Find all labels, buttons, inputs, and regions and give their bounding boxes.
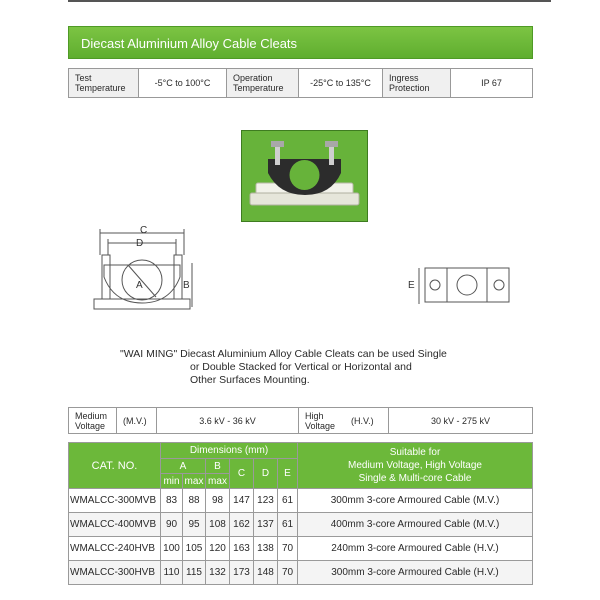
- cell-suitable: 300mm 3-core Armoured Cable (M.V.): [298, 489, 533, 513]
- cable-cleat-illustration: [242, 131, 367, 221]
- cell-d: 148: [254, 561, 278, 585]
- cell-d: 138: [254, 537, 278, 561]
- product-photo: [241, 130, 368, 222]
- page-title-banner: [68, 26, 533, 59]
- spec-value-operation-temp: -25°C to 135°C: [299, 69, 383, 97]
- spec-value-test-temp: -5°C to 100°C: [139, 69, 227, 97]
- cell-cat-no: WMALCC-300HVB: [69, 561, 161, 585]
- hv-abbr: (H.V.): [345, 408, 389, 433]
- cell-a-max: 95: [183, 513, 206, 537]
- header-suitable-line-1: Suitable for: [389, 447, 441, 458]
- cell-b: 132: [206, 561, 230, 585]
- hv-label: High Voltage: [305, 410, 336, 431]
- mv-range: 3.6 kV - 36 kV: [157, 408, 299, 433]
- cell-c: 162: [230, 513, 254, 537]
- cell-c: 163: [230, 537, 254, 561]
- cell-suitable: 240mm 3-core Armoured Cable (H.V.): [298, 537, 533, 561]
- description-line-3: Other Surfaces Mounting.: [190, 374, 310, 386]
- header-dimensions: Dimensions (mm): [161, 443, 298, 459]
- mv-abbr: (M.V.): [117, 408, 157, 433]
- table-row: [69, 513, 533, 537]
- cell-e: 61: [278, 513, 298, 537]
- cell-b: 98: [206, 489, 230, 513]
- mv-label: Medium Voltage: [69, 408, 117, 433]
- spec-value-ingress: IP 67: [481, 78, 502, 88]
- dim-label-a: A: [136, 280, 143, 291]
- spec-label-ingress: Ingress Protection: [383, 69, 451, 97]
- product-table: [68, 442, 533, 585]
- cell-d: 123: [254, 489, 278, 513]
- cell-cat-no: WMALCC-400MVB: [69, 513, 161, 537]
- cell-a-max: 105: [183, 537, 206, 561]
- cell-a-min: 100: [161, 537, 183, 561]
- cell-e: 70: [278, 537, 298, 561]
- header-col-a: A: [161, 459, 206, 474]
- table-row: [69, 561, 533, 585]
- description-line-1: "WAI MING" Diecast Aluminium Alloy Cable Cleats can be used Single: [120, 348, 447, 360]
- cell-a-min: 110: [161, 561, 183, 585]
- cell-a-min: 83: [161, 489, 183, 513]
- header-b-max: max: [206, 474, 230, 489]
- cell-suitable: 300mm 3-core Armoured Cable (H.V.): [298, 561, 533, 585]
- spec-label-operation-temp: Operation Temperature: [227, 69, 299, 97]
- header-col-c: C: [230, 459, 254, 489]
- dim-label-b: B: [183, 280, 190, 291]
- dim-label-d: D: [136, 238, 144, 249]
- cell-c: 173: [230, 561, 254, 585]
- cell-a-min: 90: [161, 513, 183, 537]
- cell-e: 61: [278, 489, 298, 513]
- header-a-max: max: [183, 474, 206, 489]
- cell-d: 137: [254, 513, 278, 537]
- top-divider: [68, 0, 551, 2]
- header-cat-no: CAT. NO.: [69, 443, 161, 489]
- cell-cat-no: WMALCC-300MVB: [69, 489, 161, 513]
- cell-b: 108: [206, 513, 230, 537]
- cell-e: 70: [278, 561, 298, 585]
- front-dimension-drawing: [90, 225, 200, 335]
- header-suitable-line-3: Single & Multi-core Cable: [358, 473, 472, 484]
- header-a-min: min: [161, 474, 183, 489]
- cell-cat-no: WMALCC-240HVB: [69, 537, 161, 561]
- dim-label-e: E: [408, 280, 415, 291]
- table-row: [69, 489, 533, 513]
- cell-c: 147: [230, 489, 254, 513]
- table-row: [69, 537, 533, 561]
- product-description: [120, 348, 490, 387]
- cell-a-max: 115: [183, 561, 206, 585]
- header-col-e: E: [278, 459, 298, 489]
- spec-table: [68, 68, 533, 98]
- header-suitable-line-2: Medium Voltage, High Voltage: [348, 460, 482, 471]
- top-dimension-drawing: [405, 262, 515, 312]
- hv-range: 30 kV - 275 kV: [430, 415, 491, 426]
- cell-suitable: 400mm 3-core Armoured Cable (M.V.): [298, 513, 533, 537]
- dim-label-c: C: [140, 225, 148, 236]
- spec-label-test-temp: Test Temperature: [69, 69, 139, 97]
- header-col-b: B: [206, 459, 230, 474]
- page-title: Diecast Aluminium Alloy Cable Cleats: [81, 36, 298, 51]
- description-line-2: or Double Stacked for Vertical or Horizontal and: [190, 361, 412, 373]
- header-suitable-for: [298, 443, 533, 489]
- voltage-table: [68, 407, 533, 434]
- cell-b: 120: [206, 537, 230, 561]
- cell-a-max: 88: [183, 489, 206, 513]
- header-col-d: D: [254, 459, 278, 489]
